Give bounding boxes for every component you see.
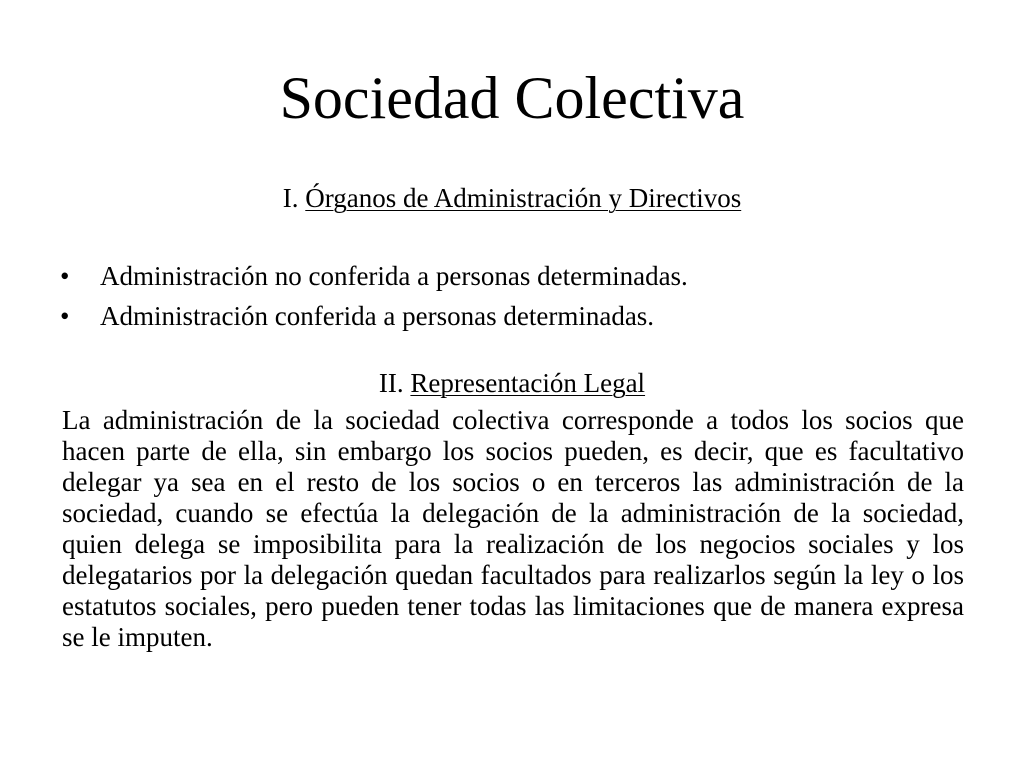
- list-item: [60, 256, 960, 296]
- bullet-list: [60, 256, 960, 336]
- section-number: II.: [378, 368, 404, 398]
- section-heading-text: Representación Legal: [410, 368, 646, 398]
- bullet-marker: •: [60, 261, 70, 291]
- bullet-text: Administración conferida a personas determinadas.: [100, 301, 655, 331]
- section-heading-organos: [0, 181, 1024, 215]
- section-heading-representacion: [0, 366, 1024, 400]
- slide-title: Sociedad Colectiva: [279, 65, 745, 131]
- bullet-text: Administración no conferida a personas determinadas.: [100, 261, 688, 291]
- list-item: [60, 296, 960, 336]
- section-heading-text: Órganos de Administración y Directivos: [305, 183, 742, 213]
- body-paragraph: La administración de la sociedad colectiva corresponde a todos los socios que hacen parte de ella, sin embargo los socios pueden, es decir, que es facultativo delegar ya sea en el resto de los socios o en terceros las administración de la sociedad, cuando se efectúa la delegación de la administración de la sociedad, quien delega se imposibilita para la realización de los negocios sociales y los delegatarios por la delegación quedan facultados para realizarlos según la ley o los estatutos sociales, pero pueden tener todas las limitaciones que de manera expresa se le imputen.: [62, 405, 964, 652]
- section-number: I.: [282, 183, 299, 213]
- bullet-marker: •: [60, 301, 70, 331]
